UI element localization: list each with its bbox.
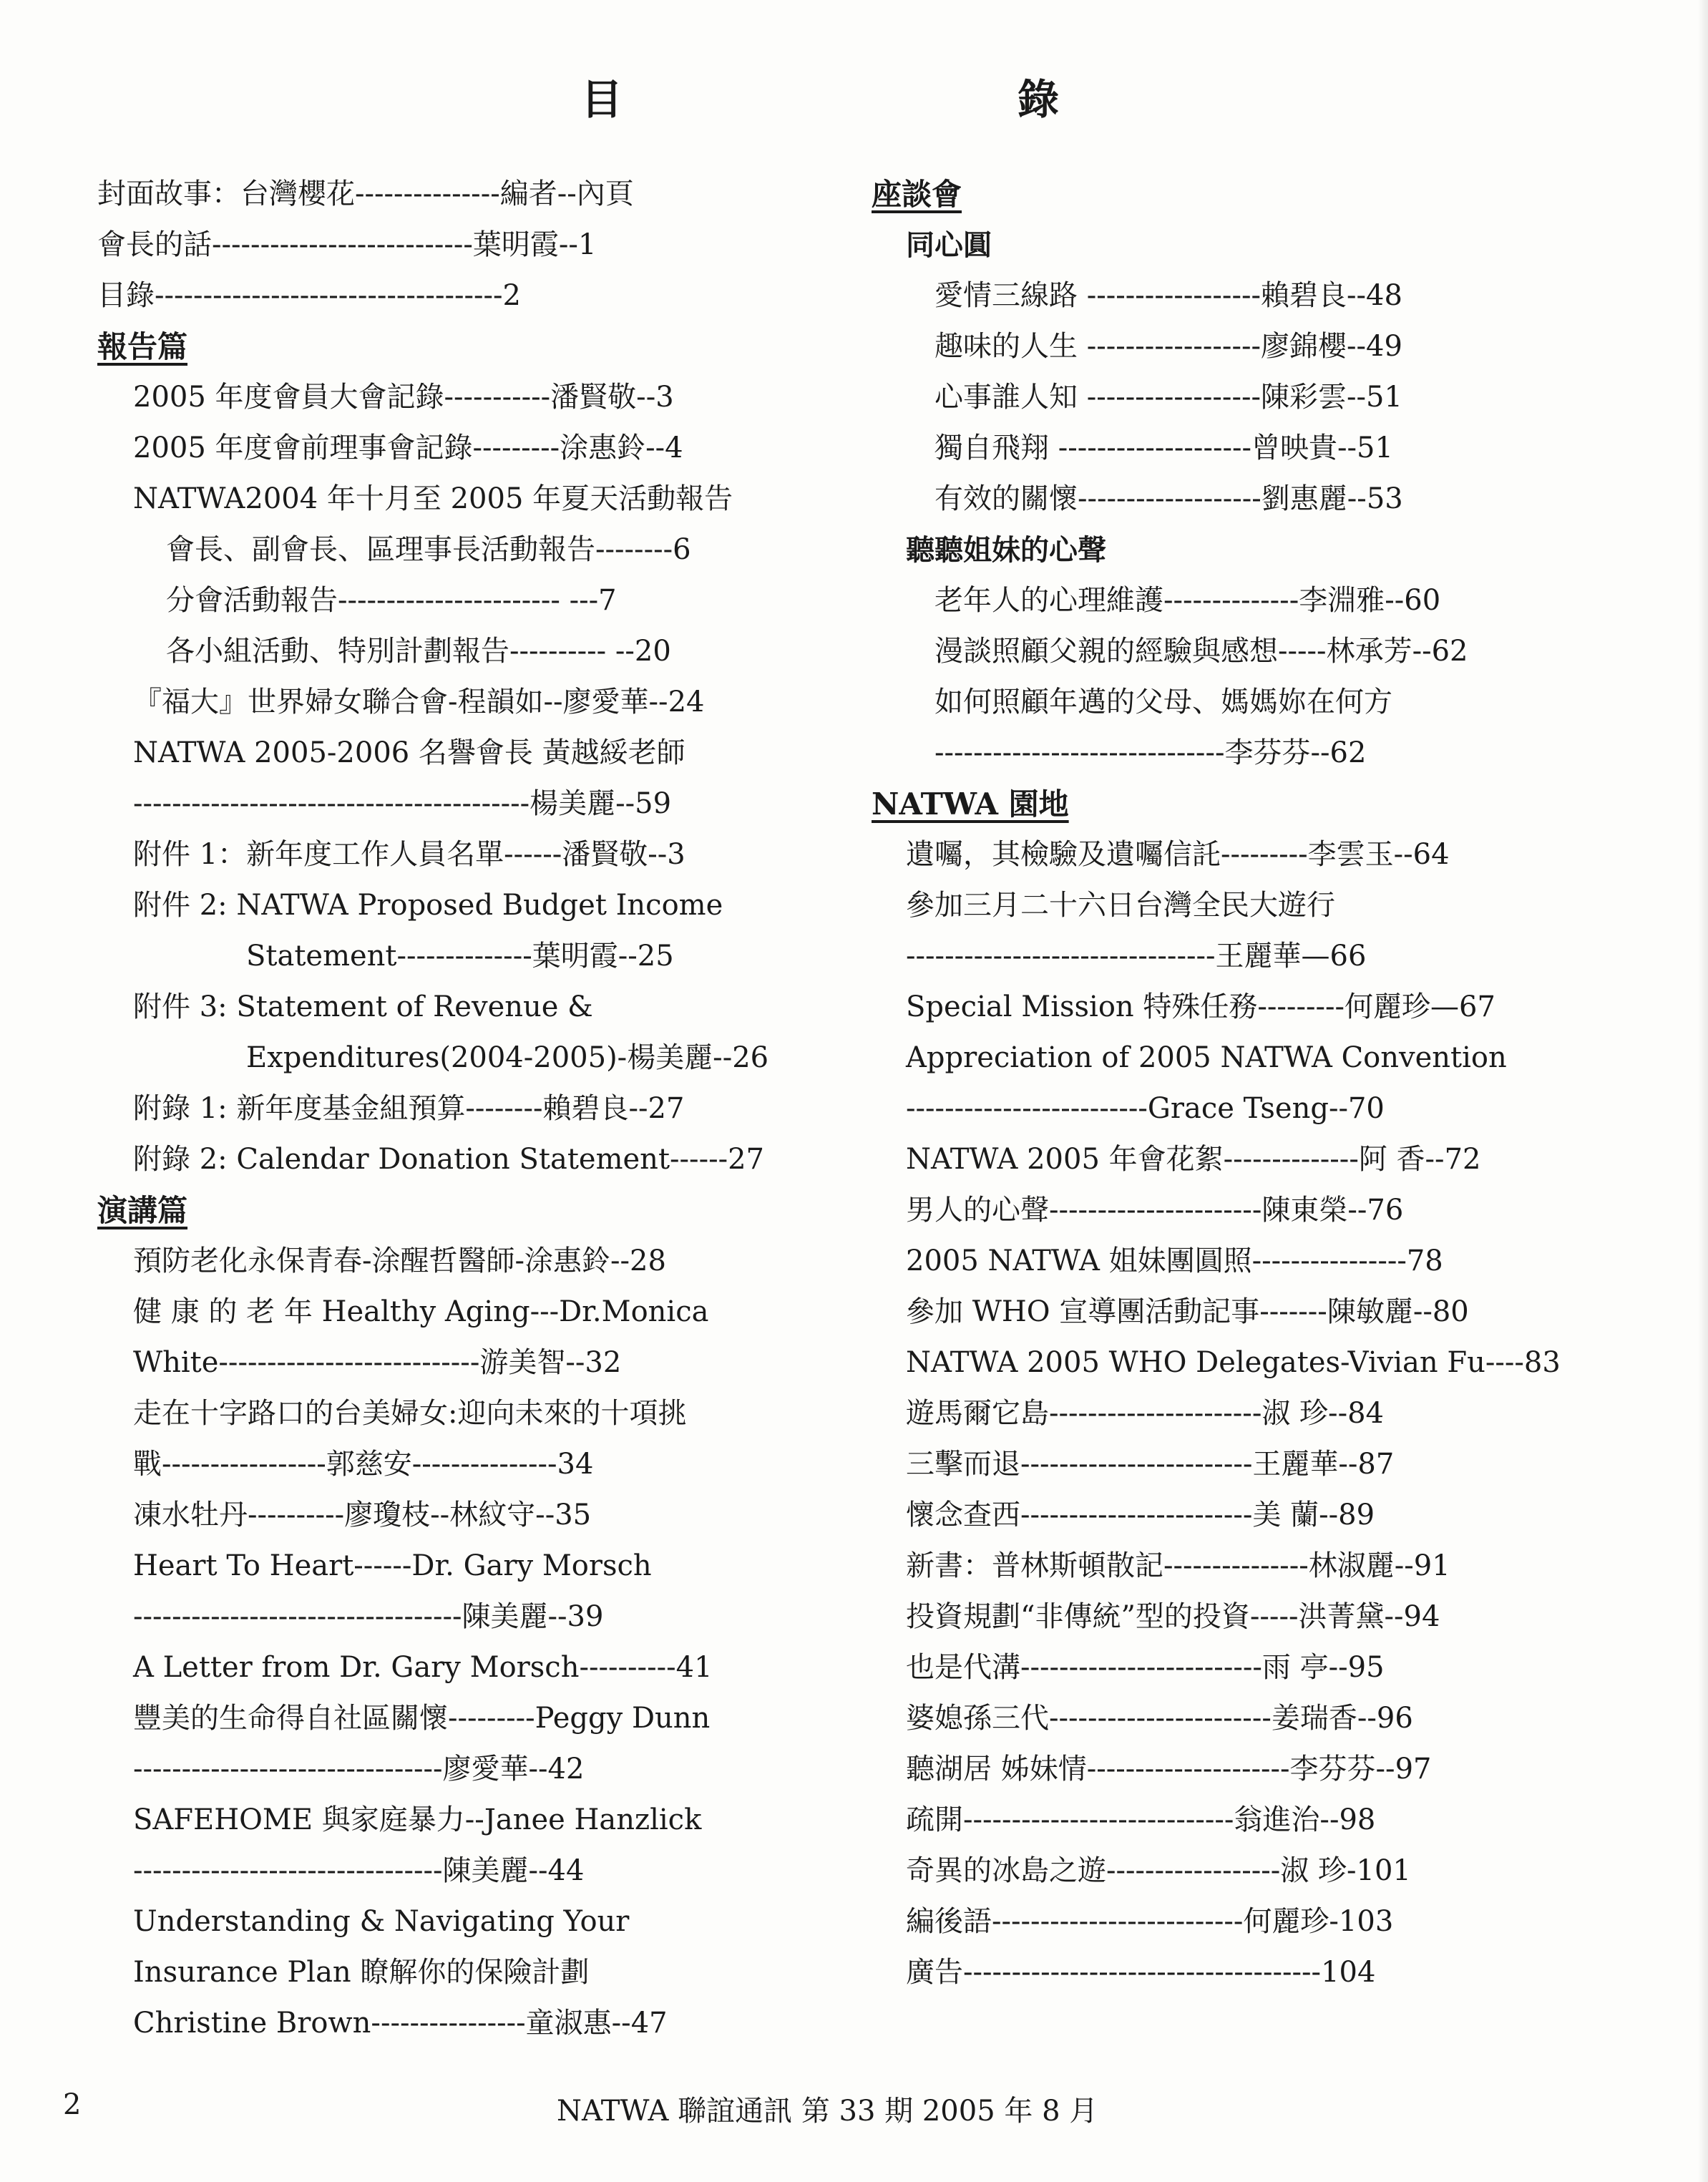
toc-entry-text: 懷念查西------------------------美 蘭--89 [906, 1499, 1375, 1531]
toc-entry-text: 附錄 1: 新年度基金組預算--------賴碧良--27 [133, 1092, 685, 1125]
toc-entry [872, 829, 1587, 880]
toc-entry [872, 1642, 1587, 1693]
toc-entry-text: 各小組活動、特別計劃報告---------- --20 [166, 635, 671, 668]
toc-entry [97, 880, 813, 931]
toc-entry [872, 271, 1587, 321]
toc-entry [872, 1287, 1587, 1338]
toc-entry [872, 1236, 1587, 1287]
toc-entry [97, 779, 813, 829]
toc-entry [97, 677, 813, 728]
toc-entry-text: 封面故事：台灣櫻花---------------編者--內頁 [97, 177, 634, 210]
toc-subsection-heading [872, 525, 1587, 575]
toc-entry-text: 走在十字路口的台美婦女:迎向未來的十項挑 [133, 1397, 687, 1430]
toc-entry-text: 老年人的心理維護--------------李淵雅--60 [934, 584, 1441, 617]
toc-entry-text: 同心圓 [906, 228, 992, 262]
toc-entry-text: --------------------------------陳美麗--44 [133, 1854, 585, 1887]
toc-entry-text: 奇異的冰島之遊------------------淑 珍-101 [906, 1854, 1411, 1887]
toc-entry-text: NATWA 2005 年會花絮--------------阿 香--72 [906, 1143, 1481, 1176]
toc-entry-text: 座談會 [872, 177, 962, 212]
toc-entry-text: 心事誰人知 ------------------陳彩雲--51 [934, 381, 1402, 414]
toc-entry-text: 遺囑，其檢驗及遺囑信託---------李雲玉--64 [906, 838, 1450, 871]
issue-info: NATWA 聯誼通訊 第 33 期 2005 年 8 月 [557, 2095, 1098, 2128]
toc-entry-text: White---------------------------游美智--32 [133, 1346, 622, 1379]
toc-entry-text: ------------------------------李芬芬--62 [934, 736, 1367, 769]
toc-entry [872, 728, 1587, 779]
toc-entry-text: 也是代溝-------------------------雨 亭--95 [906, 1651, 1385, 1684]
toc-entry-text: Heart To Heart------Dr. Gary Morsch [133, 1549, 652, 1582]
toc-entry-text: 趣味的人生 ------------------廖錦櫻--49 [934, 330, 1402, 363]
page-number: 2 [63, 2088, 82, 2121]
toc-entry-text: --------------------------------廖愛華--42 [133, 1753, 585, 1786]
toc-entry [97, 626, 813, 677]
toc-entry [872, 1490, 1587, 1541]
toc-entry [872, 1185, 1587, 1236]
toc-entry [872, 626, 1587, 677]
toc-entry-text: 2005 年度會前理事會記錄---------涂惠鈴--4 [133, 432, 683, 464]
toc-entry [97, 1236, 813, 1287]
toc-entry-text: Statement--------------葉明霞--25 [246, 940, 674, 973]
toc-entry-text: 豐美的生命得自社區關懷---------Peggy Dunn [133, 1702, 711, 1735]
toc-entry [97, 169, 813, 220]
toc-entry [97, 1642, 813, 1693]
toc-entry [872, 982, 1587, 1033]
toc-entry [872, 677, 1587, 728]
toc-entry-text: Christine Brown----------------童淑惠--47 [133, 2007, 668, 2040]
toc-entry [97, 1287, 813, 1338]
toc-entry [97, 728, 813, 779]
toc-entry-text: ----------------------------------陳美麗--39 [133, 1600, 604, 1633]
toc-entry-text: 聽湖居 姊妹情---------------------李芬芬--97 [906, 1753, 1432, 1786]
toc-entry [97, 1744, 813, 1795]
toc-entry [872, 1795, 1587, 1846]
toc-entry [872, 474, 1587, 525]
toc-entry [872, 372, 1587, 423]
toc-entry-text: 有效的關懷-------------------劉惠麗--53 [934, 482, 1403, 515]
toc-entry [97, 525, 813, 575]
toc-entry [97, 1947, 813, 1998]
toc-entry-text: 附件 2: NATWA Proposed Budget Income [133, 889, 723, 922]
toc-entry-text: 廣告-------------------------------------104 [906, 1956, 1376, 1989]
toc-entry-text: 報告篇 [97, 329, 188, 364]
toc-entry [872, 1439, 1587, 1490]
toc-entry [872, 321, 1587, 372]
toc-entry-text: 戰-----------------郭慈安---------------34 [133, 1448, 594, 1481]
toc-entry [872, 1846, 1587, 1896]
page-title-char-1: 目 [581, 75, 623, 124]
toc-entry [872, 1541, 1587, 1592]
toc-entry-text: -----------------------------------------楊美麗--59 [133, 787, 672, 820]
toc-entry [97, 423, 813, 474]
toc-entry [872, 1083, 1587, 1134]
toc-entry-text: 附錄 2: Calendar Donation Statement------27 [133, 1143, 765, 1176]
toc-entry-text: 2005 NATWA 姐妹團圓照----------------78 [906, 1245, 1443, 1277]
toc-subsection-heading [872, 220, 1587, 271]
toc-entry [97, 474, 813, 525]
toc-entry-text: 演講篇 [97, 1193, 188, 1228]
toc-entry-text: 新書：普林斯頓散記---------------林淑麗--91 [906, 1549, 1450, 1582]
toc-section-heading [97, 1185, 813, 1236]
toc-entry-text: 投資規劃“非傳統”型的投資-----洪菁黛--94 [906, 1600, 1440, 1633]
toc-entry [97, 1033, 813, 1083]
toc-entry [97, 829, 813, 880]
toc-entry-text: 參加 WHO 宣導團活動記事-------陳敏麗--80 [906, 1295, 1469, 1328]
toc-entry-text: 預防老化永保青春-涂醒哲醫師-涂惠鈴--28 [133, 1245, 666, 1277]
toc-entry-text: NATWA 2005-2006 名譽會長 黃越綏老師 [133, 736, 685, 769]
toc-right-column [872, 169, 1587, 1998]
toc-entry-text: 附件 1：新年度工作人員名單------潘賢敬--3 [133, 838, 685, 871]
toc-entry-text: 目錄------------------------------------2 [97, 279, 522, 312]
toc-entry [97, 1693, 813, 1744]
toc-entry [97, 271, 813, 321]
toc-entry-text: NATWA 園地 [872, 786, 1069, 822]
toc-entry [97, 1896, 813, 1947]
toc-entry-text: 男人的心聲----------------------陳東榮--76 [906, 1194, 1404, 1227]
toc-entry-text: 健 康 的 老 年 Healthy Aging---Dr.Monica [133, 1295, 709, 1328]
toc-entry [97, 372, 813, 423]
toc-entry-text: 如何照顧年邁的父母、媽媽妳在何方 [934, 686, 1392, 719]
toc-entry [97, 220, 813, 271]
toc-entry-text: 愛情三線路 ------------------賴碧良--48 [934, 279, 1402, 312]
toc-entry [872, 1338, 1587, 1388]
toc-entry-text: 婆媳孫三代-----------------------姜瑞香--96 [906, 1702, 1413, 1735]
toc-entry [97, 1490, 813, 1541]
toc-entry-text: -------------------------Grace Tseng--70 [906, 1092, 1385, 1125]
toc-entry-text: 漫談照顧父親的經驗與感想-----林承芳--62 [934, 635, 1468, 668]
toc-entry-text: 參加三月二十六日台灣全民大遊行 [906, 889, 1335, 922]
toc-entry [872, 931, 1587, 982]
toc-entry [872, 575, 1587, 626]
toc-entry-text: NATWA2004 年十月至 2005 年夏天活動報告 [133, 482, 733, 515]
toc-entry [872, 1693, 1587, 1744]
toc-section-heading [872, 169, 1587, 220]
toc-entry-text: Special Mission 特殊任務---------何麗珍—67 [906, 990, 1495, 1023]
toc-entry-text: 編後語--------------------------何麗珍-103 [906, 1905, 1394, 1938]
toc-entry-text: 會長、副會長、區理事長活動報告--------6 [166, 533, 691, 566]
toc-entry [97, 1134, 813, 1185]
page-title-char-2: 錄 [1018, 75, 1060, 124]
toc-entry-text: SAFEHOME 與家庭暴力--Janee Hanzlick [133, 1803, 702, 1836]
toc-entry-text: 凍水牡丹----------廖瓊枝--林紋守--35 [133, 1499, 592, 1531]
toc-entry [97, 1592, 813, 1642]
toc-entry-text: Expenditures(2004-2005)-楊美麗--26 [246, 1041, 769, 1074]
toc-left-column [97, 169, 813, 2049]
toc-entry-text: 2005 年度會員大會記錄-----------潘賢敬--3 [133, 381, 674, 414]
toc-entry [97, 1795, 813, 1846]
toc-entry-text: NATWA 2005 WHO Delegates-Vivian Fu----83 [906, 1346, 1561, 1379]
toc-entry [97, 982, 813, 1033]
toc-entry-text: 獨自飛翔 --------------------曾映貴--51 [934, 432, 1393, 464]
toc-entry-text: --------------------------------王麗華—66 [906, 940, 1367, 973]
toc-entry [872, 1744, 1587, 1795]
toc-entry-text: 分會活動報告----------------------- ---7 [166, 584, 617, 617]
toc-entry [97, 575, 813, 626]
toc-entry-text: 會長的話---------------------------葉明霞--1 [97, 228, 597, 261]
toc-entry [872, 1134, 1587, 1185]
toc-entry-text: 遊馬爾它島----------------------淑 珍--84 [906, 1397, 1384, 1430]
toc-section-heading [872, 779, 1587, 829]
toc-entry [872, 1592, 1587, 1642]
toc-entry [872, 1896, 1587, 1947]
toc-entry [97, 1439, 813, 1490]
toc-entry [872, 1388, 1587, 1439]
toc-entry-text: 三擊而退------------------------王麗華--87 [906, 1448, 1395, 1481]
toc-entry [872, 1033, 1587, 1083]
toc-entry [872, 423, 1587, 474]
toc-entry [97, 1083, 813, 1134]
toc-entry [97, 1541, 813, 1592]
toc-entry-text: Insurance Plan 瞭解你的保險計劃 [133, 1956, 590, 1989]
toc-entry [97, 1998, 813, 2049]
toc-entry [97, 1338, 813, 1388]
toc-entry-text: Understanding & Navigating Your [133, 1905, 630, 1938]
toc-section-heading [97, 321, 813, 372]
toc-entry-text: 『福大』世界婦女聯合會-程韻如--廖愛華--24 [133, 686, 705, 719]
scan-edge-shadow [1698, 0, 1708, 2182]
toc-entry-text: A Letter from Dr. Gary Morsch----------41 [133, 1651, 713, 1684]
toc-entry-text: 附件 3: Statement of Revenue & [133, 990, 593, 1023]
toc-entry [872, 880, 1587, 931]
toc-entry [97, 1846, 813, 1896]
toc-entry-text: 聽聽姐妹的心聲 [906, 533, 1106, 567]
toc-entry-text: 疏開----------------------------翁進治--98 [906, 1803, 1376, 1836]
toc-entry [97, 1388, 813, 1439]
toc-entry-text: Appreciation of 2005 NATWA Convention [906, 1041, 1507, 1074]
toc-entry [97, 931, 813, 982]
toc-entry [872, 1947, 1587, 1998]
